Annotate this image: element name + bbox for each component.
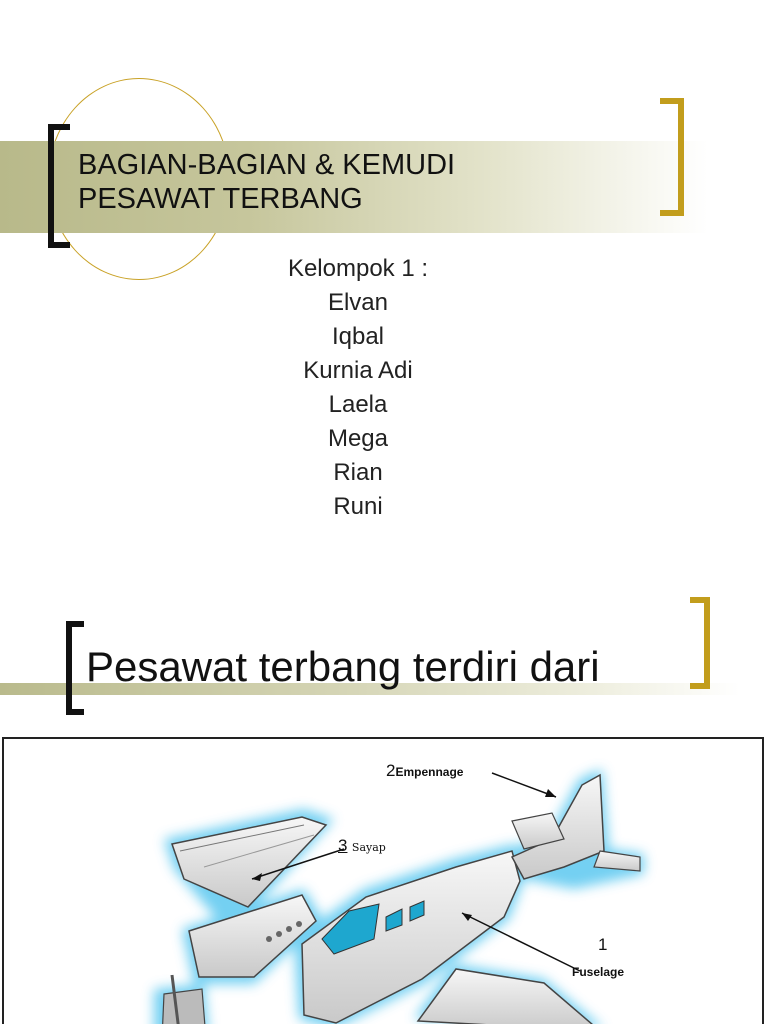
title-line-1: BAGIAN-BAGIAN & KEMUDI (78, 149, 456, 181)
airplane-parts-diagram (2, 737, 764, 1024)
empennage-number: 2 (386, 761, 396, 780)
fuselage-label (572, 963, 624, 981)
member-name: Laela (328, 391, 388, 418)
fuselage-text: Fuselage (572, 965, 625, 979)
slide-title (78, 148, 638, 216)
fuselage-number-label (598, 935, 607, 955)
airplane-illustration (4, 739, 764, 1024)
member-name: Mega (327, 425, 389, 452)
member-name: Elvan (327, 289, 389, 316)
member-name: Iqbal (331, 323, 385, 350)
sayap-text: Sayap (351, 841, 386, 854)
member-name: Rian (333, 459, 383, 486)
empennage-text: Empennage (395, 765, 464, 779)
right-bracket (690, 597, 710, 689)
fuselage-number: 1 (598, 935, 608, 954)
member-name: Runi (333, 493, 383, 520)
sayap-label (338, 836, 386, 856)
sayap-number: 3 (338, 836, 348, 855)
left-bracket (66, 621, 84, 715)
right-bracket (660, 98, 684, 216)
group-members (208, 252, 508, 524)
member-name: Kurnia Adi (303, 357, 413, 384)
group-label: Kelompok 1 : (287, 255, 429, 282)
slide-title: Pesawat terbang terdiri dari (86, 643, 600, 690)
title-line-2: PESAWAT TERBANG (78, 183, 363, 215)
empennage-label (386, 761, 463, 781)
fuselage-pointer (462, 913, 580, 971)
left-bracket (48, 124, 70, 248)
content-slide (0, 565, 768, 1024)
